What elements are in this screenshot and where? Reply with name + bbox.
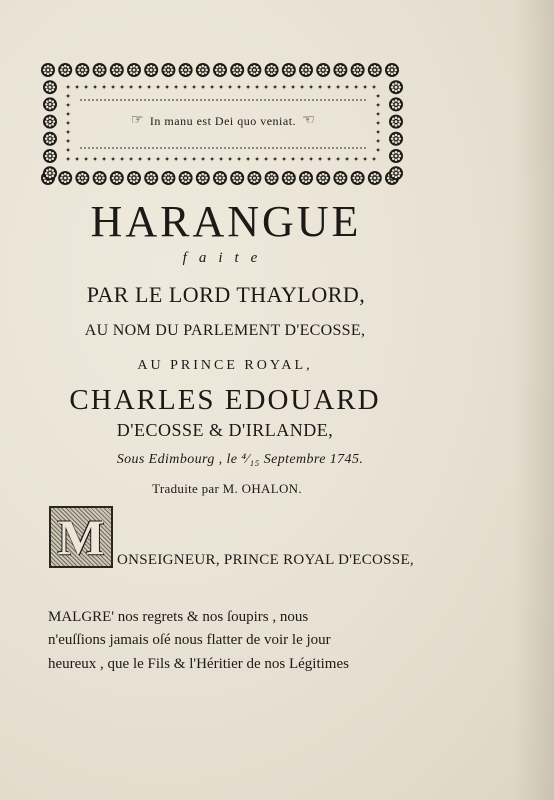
rosette-icon <box>43 132 57 146</box>
star-ornament-icon: ✦ <box>272 155 278 164</box>
rosette-icon <box>299 63 313 77</box>
star-ornament-icon: ✦ <box>164 83 170 92</box>
star-ornament-icon: ✦ <box>263 83 269 92</box>
rosette-icon <box>230 171 244 185</box>
rosette-icon <box>368 171 382 185</box>
parliament-line: AU NOM DU PARLEMENT D'ECOSSE, <box>84 322 366 339</box>
star-ornament-icon: ✦ <box>245 83 251 92</box>
star-ornament-icon: ✦ <box>128 155 134 164</box>
rosette-icon <box>247 63 261 77</box>
star-ornament-icon: ✦ <box>101 83 107 92</box>
rosette-icon <box>385 63 399 77</box>
rosette-icon <box>389 149 403 163</box>
star-ornament-icon: ✦ <box>272 83 278 92</box>
rosette-icon <box>282 171 296 185</box>
star-ornament-icon: ✦ <box>326 83 332 92</box>
rosette-icon <box>43 149 57 163</box>
rosette-icon <box>389 166 403 180</box>
star-ornament-icon: ✦ <box>245 155 251 164</box>
salutation: ONSEIGNEUR, PRINCE ROYAL D'ECOSSE, <box>117 552 414 568</box>
rosette-icon <box>43 115 57 129</box>
star-ornament-icon: ✦ <box>344 155 350 164</box>
body-line: n'euſſions jamais oſé nous flatter de voir le jour <box>48 632 331 648</box>
star-ornament-icon: ✦ <box>371 83 377 92</box>
rosette-icon <box>58 63 72 77</box>
rosette-icon <box>316 171 330 185</box>
star-ornament-icon: ✦ <box>182 155 188 164</box>
star-ornament-icon: ✦ <box>128 83 134 92</box>
star-ornament-icon: ✦ <box>137 83 143 92</box>
motto-banner <box>80 110 366 132</box>
star-ornament-icon: ✦ <box>137 155 143 164</box>
star-ornament-icon: ✦ <box>335 155 341 164</box>
star-ornament-icon: ✦ <box>65 83 71 92</box>
star-ornament-icon: ✦ <box>375 119 381 128</box>
star-ornament-icon: ✦ <box>254 83 260 92</box>
star-ornament-icon: ✦ <box>65 119 71 128</box>
rosette-icon <box>75 171 89 185</box>
rosette-icon <box>127 171 141 185</box>
rosette-icon <box>333 63 347 77</box>
star-ornament-icon: ✦ <box>83 155 89 164</box>
motto-text: In manu est Dei quo veniat. <box>149 113 297 128</box>
star-ornament-icon: ✦ <box>65 128 71 137</box>
author-line: PAR LE LORD THAYLORD, <box>86 282 366 307</box>
translator-line: Traduite par M. OHALON. <box>152 481 302 496</box>
star-ornament-icon: ✦ <box>227 83 233 92</box>
star-ornament-icon: ✦ <box>191 155 197 164</box>
pointing-hand-left-icon: ☜ <box>302 113 316 128</box>
rosette-icon <box>144 63 158 77</box>
rosette-icon <box>196 63 210 77</box>
star-ornament-icon: ✦ <box>308 83 314 92</box>
star-ornament-icon: ✦ <box>290 155 296 164</box>
star-ornament-icon: ✦ <box>254 155 260 164</box>
body-line: MALGRE' nos regrets & nos ſoupirs , nous <box>48 609 309 625</box>
star-ornament-icon: ✦ <box>362 83 368 92</box>
star-ornament-icon: ✦ <box>65 155 71 164</box>
star-ornament-icon: ✦ <box>65 101 71 110</box>
rosette-icon <box>265 171 279 185</box>
rosette-icon <box>93 171 107 185</box>
star-ornament-icon: ✦ <box>263 155 269 164</box>
rosette-icon <box>389 115 403 129</box>
rosette-icon <box>213 171 227 185</box>
star-ornament-icon: ✦ <box>164 155 170 164</box>
rosette-icon <box>179 171 193 185</box>
rosette-icon <box>299 171 313 185</box>
star-ornament-icon: ✦ <box>375 146 381 155</box>
rosette-icon <box>389 80 403 94</box>
star-ornament-icon: ✦ <box>191 83 197 92</box>
rosette-icon <box>144 171 158 185</box>
star-ornament-icon: ✦ <box>308 155 314 164</box>
star-ornament-icon: ✦ <box>74 155 80 164</box>
star-ornament-icon: ✦ <box>83 83 89 92</box>
star-ornament-icon: ✦ <box>65 137 71 146</box>
star-ornament-icon: ✦ <box>119 155 125 164</box>
star-ornament-icon: ✦ <box>65 110 71 119</box>
rosette-icon <box>41 63 55 77</box>
star-ornament-icon: ✦ <box>155 83 161 92</box>
prince-line: AU PRINCE ROYAL, <box>137 358 313 373</box>
star-ornament-icon: ✦ <box>353 155 359 164</box>
star-ornament-icon: ✦ <box>119 83 125 92</box>
rosette-icon <box>93 63 107 77</box>
star-ornament-icon: ✦ <box>353 83 359 92</box>
star-ornament-icon: ✦ <box>218 83 224 92</box>
rosette-icon <box>230 63 244 77</box>
title: HARANGUE <box>90 197 362 246</box>
rosette-icon <box>43 166 57 180</box>
rosette-icon <box>43 80 57 94</box>
star-ornament-icon: ✦ <box>200 83 206 92</box>
star-ornament-icon: ✦ <box>110 83 116 92</box>
star-ornament-icon: ✦ <box>317 83 323 92</box>
star-ornament-icon: ✦ <box>65 146 71 155</box>
name-line: CHARLES EDOUARD <box>69 384 381 416</box>
star-ornament-icon: ✦ <box>65 92 71 101</box>
star-ornament-icon: ✦ <box>74 83 80 92</box>
rosette-icon <box>161 63 175 77</box>
star-ornament-icon: ✦ <box>182 83 188 92</box>
drop-cap-letter: M <box>57 509 105 565</box>
rosette-icon <box>351 171 365 185</box>
rosette-icon <box>58 171 72 185</box>
star-ornament-icon: ✦ <box>344 83 350 92</box>
star-ornament-icon: ✦ <box>375 92 381 101</box>
star-ornament-icon: ✦ <box>92 83 98 92</box>
star-ornament-icon: ✦ <box>155 155 161 164</box>
rosette-icon <box>161 171 175 185</box>
star-ornament-icon: ✦ <box>281 155 287 164</box>
star-ornament-icon: ✦ <box>371 155 377 164</box>
rosette-icon <box>43 97 57 111</box>
star-ornament-icon: ✦ <box>173 83 179 92</box>
star-ornament-icon: ✦ <box>173 155 179 164</box>
star-ornament-icon: ✦ <box>375 137 381 146</box>
star-ornament-icon: ✦ <box>281 83 287 92</box>
rosette-icon <box>333 171 347 185</box>
rosette-icon <box>110 171 124 185</box>
rosette-icon <box>389 132 403 146</box>
star-ornament-icon: ✦ <box>101 155 107 164</box>
star-ornament-icon: ✦ <box>236 155 242 164</box>
star-ornament-icon: ✦ <box>326 155 332 164</box>
rosette-icon <box>368 63 382 77</box>
rosette-icon <box>247 171 261 185</box>
star-ornament-icon: ✦ <box>299 155 305 164</box>
star-ornament-icon: ✦ <box>200 155 206 164</box>
star-ornament-icon: ✦ <box>227 155 233 164</box>
star-ornament-icon: ✦ <box>110 155 116 164</box>
star-ornament-icon: ✦ <box>375 128 381 137</box>
rosette-icon <box>316 63 330 77</box>
rosette-icon <box>179 63 193 77</box>
star-ornament-icon: ✦ <box>209 83 215 92</box>
subtitle: faite <box>182 250 270 266</box>
pointing-hand-icon: ☞ <box>130 113 144 128</box>
rosette-icon <box>351 63 365 77</box>
star-ornament-icon: ✦ <box>375 101 381 110</box>
rosette-icon <box>265 63 279 77</box>
rosette-icon <box>196 171 210 185</box>
place-date-line: Sous Edimbourg , le ⁴⁄₁₅ Septembre 1745. <box>116 452 364 467</box>
drop-cap <box>49 506 113 568</box>
rosette-icon <box>282 63 296 77</box>
star-ornament-icon: ✦ <box>317 155 323 164</box>
star-ornament-icon: ✦ <box>290 83 296 92</box>
rosette-icon <box>110 63 124 77</box>
body-line: heureux , que le Fils & l'Héritier de nos Légitimes <box>48 656 349 672</box>
realm-line: D'ECOSSE & D'IRLANDE, <box>116 420 334 440</box>
star-ornament-icon: ✦ <box>362 155 368 164</box>
star-ornament-icon: ✦ <box>335 83 341 92</box>
star-ornament-icon: ✦ <box>218 155 224 164</box>
star-ornament-icon: ✦ <box>146 83 152 92</box>
star-ornament-icon: ✦ <box>92 155 98 164</box>
rosette-icon <box>75 63 89 77</box>
star-ornament-icon: ✦ <box>375 110 381 119</box>
rosette-icon <box>127 63 141 77</box>
star-ornament-icon: ✦ <box>236 83 242 92</box>
page-gutter-shadow <box>514 0 554 800</box>
star-ornament-icon: ✦ <box>299 83 305 92</box>
rosette-icon <box>213 63 227 77</box>
star-ornament-icon: ✦ <box>146 155 152 164</box>
star-ornament-icon: ✦ <box>209 155 215 164</box>
rosette-icon <box>389 97 403 111</box>
